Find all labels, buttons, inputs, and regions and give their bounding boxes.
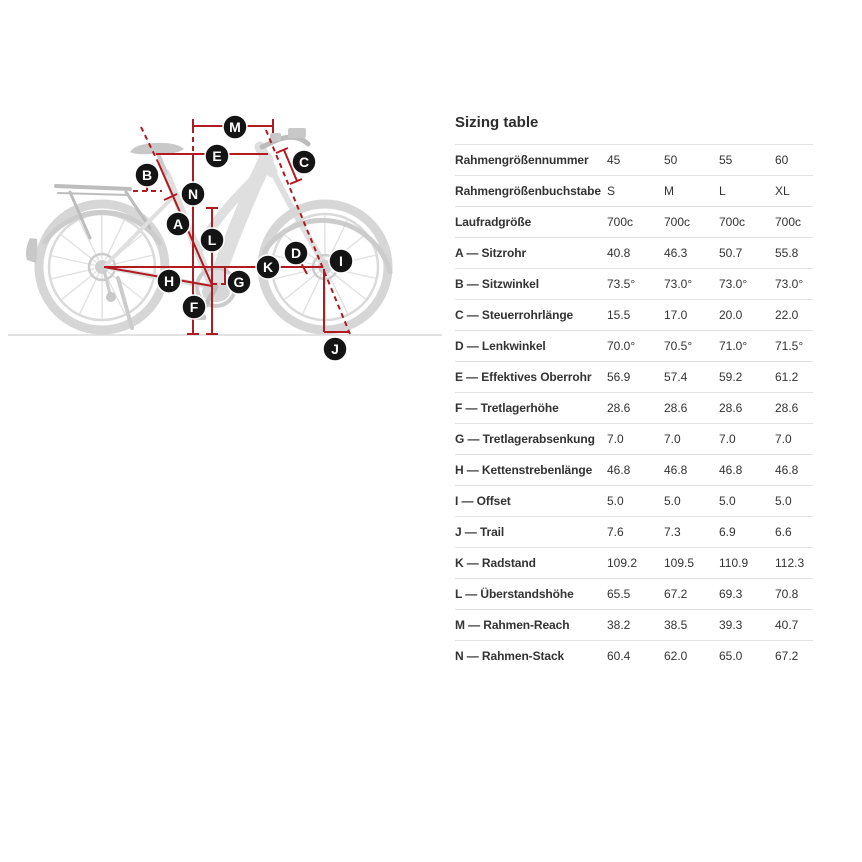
cell-value: 28.6 [719, 393, 775, 424]
table-row [455, 548, 813, 579]
cell-value: 38.2 [607, 610, 664, 641]
cell-value: 700c [719, 207, 775, 238]
cell-value: 60.4 [607, 641, 664, 672]
row-label: C — Steuerrohrlänge [455, 300, 607, 331]
cell-value: 15.5 [607, 300, 664, 331]
cell-value: 70.0° [607, 331, 664, 362]
marker-letter-f: F [189, 299, 199, 315]
cell-value: 46.8 [664, 455, 719, 486]
cell-value: 46.8 [775, 455, 813, 486]
sizing-table [455, 144, 813, 672]
cell-value: L [719, 176, 775, 207]
cell-value: 39.3 [719, 610, 775, 641]
cell-value: 109.5 [664, 548, 719, 579]
marker-letter-b: B [141, 167, 153, 183]
cell-value: 28.6 [607, 393, 664, 424]
table-row [455, 455, 813, 486]
cell-value: 7.6 [607, 517, 664, 548]
cell-value: 5.0 [664, 486, 719, 517]
row-label: A — Sitzrohr [455, 238, 607, 269]
table-row [455, 176, 813, 207]
row-label: L — Überstandshöhe [455, 579, 607, 610]
marker-letter-k: K [262, 259, 274, 275]
cell-value: 62.0 [664, 641, 719, 672]
cell-value: 70.8 [775, 579, 813, 610]
cell-value: 28.6 [775, 393, 813, 424]
rear-rack [56, 186, 130, 189]
headlight [288, 128, 306, 138]
cell-value: 69.3 [719, 579, 775, 610]
cell-value: 55 [719, 145, 775, 176]
cell-value: 55.8 [775, 238, 813, 269]
table-row [455, 331, 813, 362]
row-label: M — Rahmen-Reach [455, 610, 607, 641]
cell-value: 50 [664, 145, 719, 176]
row-label: D — Lenkwinkel [455, 331, 607, 362]
derailleur [106, 292, 116, 302]
cell-value: 7.0 [664, 424, 719, 455]
cell-value: 45 [607, 145, 664, 176]
cell-value: 7.3 [664, 517, 719, 548]
row-label: F — Tretlagerhöhe [455, 393, 607, 424]
cell-value: 73.0° [775, 269, 813, 300]
sizing-table-title: Sizing table [455, 114, 539, 131]
row-label: H — Kettenstrebenlänge [455, 455, 607, 486]
sizing-table-body [455, 145, 813, 672]
cell-value: 73.0° [664, 269, 719, 300]
display [270, 133, 281, 141]
cell-value: 73.0° [719, 269, 775, 300]
sizing-table-section [455, 114, 813, 672]
cell-value: 6.9 [719, 517, 775, 548]
row-label: N — Rahmen-Stack [455, 641, 607, 672]
cell-value: 46.8 [719, 455, 775, 486]
cell-value: 5.0 [775, 486, 813, 517]
cell-value: 59.2 [719, 362, 775, 393]
marker-letter-c: C [298, 154, 310, 170]
cell-value: 65.5 [607, 579, 664, 610]
cell-value: 71.5° [775, 331, 813, 362]
table-row [455, 610, 813, 641]
cell-value: XL [775, 176, 813, 207]
cell-value: 28.6 [664, 393, 719, 424]
cell-value: M [664, 176, 719, 207]
cell-value: 20.0 [719, 300, 775, 331]
table-row [455, 238, 813, 269]
cell-value: 7.0 [775, 424, 813, 455]
cell-value: 110.9 [719, 548, 775, 579]
row-label: B — Sitzwinkel [455, 269, 607, 300]
cell-value: 38.5 [664, 610, 719, 641]
row-label: J — Trail [455, 517, 607, 548]
row-label: E — Effektives Oberrohr [455, 362, 607, 393]
marker-letter-i: I [339, 253, 343, 269]
cell-value: 70.5° [664, 331, 719, 362]
cell-value: 57.4 [664, 362, 719, 393]
table-row [455, 145, 813, 176]
cell-value: 40.7 [775, 610, 813, 641]
cell-value: 22.0 [775, 300, 813, 331]
cell-value: 60 [775, 145, 813, 176]
row-label: G — Tretlagerabsenkung [455, 424, 607, 455]
cell-value: 40.8 [607, 238, 664, 269]
row-label: Laufradgröße [455, 207, 607, 238]
marker-letter-l: L [207, 232, 217, 248]
table-row [455, 362, 813, 393]
row-label: K — Radstand [455, 548, 607, 579]
cell-value: S [607, 176, 664, 207]
cell-value: 50.7 [719, 238, 775, 269]
cell-value: 112.3 [775, 548, 813, 579]
row-label: I — Offset [455, 486, 607, 517]
cell-value: 700c [664, 207, 719, 238]
row-label: Rahmengrößennummer [455, 145, 607, 176]
handlebar [277, 137, 308, 144]
table-row [455, 486, 813, 517]
cell-value: 65.0 [719, 641, 775, 672]
cell-value: 7.0 [607, 424, 664, 455]
rear-mudflap [26, 238, 37, 263]
table-row [455, 579, 813, 610]
marker-letter-m: M [229, 119, 241, 135]
cell-value: 17.0 [664, 300, 719, 331]
cell-value: 46.3 [664, 238, 719, 269]
row-label: Rahmengrößenbuchstabe [455, 176, 607, 207]
table-row [455, 393, 813, 424]
cell-value: 73.5° [607, 269, 664, 300]
table-row [455, 424, 813, 455]
marker-letter-a: A [172, 216, 184, 232]
table-row [455, 517, 813, 548]
table-row [455, 269, 813, 300]
cell-value: 56.9 [607, 362, 664, 393]
cell-value: 700c [607, 207, 664, 238]
cell-value: 61.2 [775, 362, 813, 393]
table-row [455, 641, 813, 672]
cell-value: 109.2 [607, 548, 664, 579]
marker-letter-d: D [290, 245, 302, 261]
table-row [455, 300, 813, 331]
bike-geometry-svg [0, 0, 450, 420]
bike-geometry-diagram [0, 0, 450, 420]
cell-value: 7.0 [719, 424, 775, 455]
cell-value: 46.8 [607, 455, 664, 486]
cell-value: 67.2 [775, 641, 813, 672]
marker-letter-n: N [187, 186, 199, 202]
marker-letter-j: J [331, 341, 339, 357]
table-row [455, 207, 813, 238]
cell-value: 71.0° [719, 331, 775, 362]
cell-value: 67.2 [664, 579, 719, 610]
cell-value: 6.6 [775, 517, 813, 548]
marker-letter-g: G [233, 274, 245, 290]
saddle [130, 143, 184, 154]
marker-letter-h: H [163, 273, 175, 289]
cell-value: 5.0 [607, 486, 664, 517]
cell-value: 700c [775, 207, 813, 238]
cell-value: 5.0 [719, 486, 775, 517]
marker-letter-e: E [212, 148, 222, 164]
